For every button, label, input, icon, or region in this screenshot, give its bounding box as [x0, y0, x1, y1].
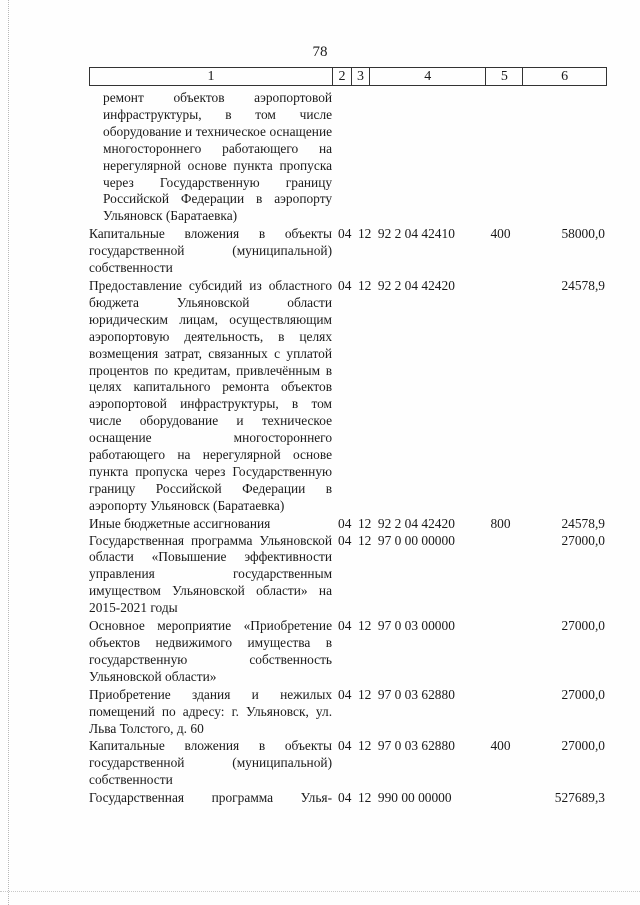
row-amount: 24578,9: [561, 515, 605, 531]
row-target: 97 0 03 62880: [377, 738, 455, 754]
row-chapter: 04: [338, 618, 352, 634]
row-description: Предоставление субсидий из областного бюджета Ульяновской области юридическим лицам, осуществляющим аэропортовую деятельность, в целях возмещения затрат, связанных с уплатой процентов по кредитам, привлечённым в целях капитального ремонта объектов аэропортовой инфраструктуры, в том числе оборудование и техническое оснащение многостороннего работающего на нерегулярной основе пункта пропуска через Государственную границу Российской Федерации в аэропорту Ульяновск (Баратаевка): [89, 277, 333, 513]
header-col-2: 2: [333, 68, 352, 85]
row-description: Государственная программа Ульяновской области «Повышение эффективности управления государственным имуществом Ульяновской области» на 2015-2021 годы: [89, 532, 333, 616]
row-amount: 58000,0: [561, 226, 605, 242]
row-section: 12: [357, 532, 372, 548]
row-section: 12: [357, 515, 372, 531]
row-section: 12: [357, 790, 372, 806]
row-target: 92 2 04 42420: [377, 277, 455, 293]
header-col-4: 4: [370, 68, 487, 85]
row-amount: 27000,0: [561, 738, 605, 754]
row-target: 97 0 00 00000: [377, 532, 455, 548]
row-target: 92 2 04 42410: [377, 226, 455, 242]
row-chapter: 04: [338, 226, 352, 242]
row-description: Государственная программа Улья-: [89, 790, 333, 806]
row-description: Капитальные вложения в объекты государственной (муниципальной) собственности: [89, 738, 333, 788]
row-target: 990 00 00000: [377, 790, 452, 806]
scan-edge-line: [8, 0, 9, 905]
row-description: Основное мероприятие «Приобретение объектов недвижимого имущества в государственную собственность Ульяновской области»: [89, 618, 333, 684]
table-row: [89, 90, 607, 225]
row-chapter: 04: [338, 277, 352, 293]
row-expense-type: 400: [490, 738, 511, 754]
row-amount: 527689,3: [554, 790, 605, 806]
row-description: ремонт объектов аэропортовой инфраструктуры, в том числе оборудование и техническое оснащение многостороннего работающего на нерегулярной основе пункта пропуска через Государственную границу Российской Федерации в аэропорту Ульяновск (Баратаевка): [103, 90, 333, 224]
row-target: 97 0 03 00000: [377, 618, 455, 634]
row-chapter: 04: [338, 532, 352, 548]
scan-bottom-edge: [0, 891, 640, 893]
row-description: Капитальные вложения в объекты государственной (муниципальной) собственности: [89, 226, 333, 276]
row-section: 12: [357, 277, 372, 293]
row-expense-type: 800: [490, 515, 511, 531]
row-amount: 27000,0: [561, 686, 605, 702]
row-section: 12: [357, 686, 372, 702]
table-row: [89, 226, 607, 277]
header-col-3: 3: [352, 68, 370, 85]
row-section: 12: [357, 738, 372, 754]
page-number: 78: [312, 44, 328, 60]
header-col-5: 5: [486, 68, 523, 85]
row-target: 97 0 03 62880: [377, 686, 455, 702]
row-description: Приобретение здания и нежилых помещений по адресу: г. Ульяновск, ул. Льва Толстого, д. 60: [89, 686, 333, 736]
row-description: Иные бюджетные ассигнования: [89, 515, 271, 531]
table-row: [89, 687, 607, 738]
table-row: [89, 278, 607, 515]
table-row: [89, 533, 607, 618]
table-body: [89, 90, 607, 807]
row-target: 92 2 04 42420: [377, 515, 455, 531]
header-col-1: 1: [90, 68, 333, 85]
row-amount: 27000,0: [561, 532, 605, 548]
table-row: [89, 516, 607, 533]
table-row: [89, 738, 607, 789]
row-chapter: 04: [338, 515, 352, 531]
header-col-6: 6: [561, 69, 569, 84]
row-chapter: 04: [338, 738, 352, 754]
table-row: [89, 790, 607, 807]
row-chapter: 04: [338, 790, 352, 806]
row-expense-type: 400: [490, 226, 511, 242]
row-amount: 27000,0: [561, 618, 605, 634]
table-header: [89, 67, 607, 86]
row-section: 12: [357, 226, 372, 242]
row-chapter: 04: [338, 686, 352, 702]
row-amount: 24578,9: [561, 277, 605, 293]
row-section: 12: [357, 618, 372, 634]
table-row: [89, 618, 607, 686]
